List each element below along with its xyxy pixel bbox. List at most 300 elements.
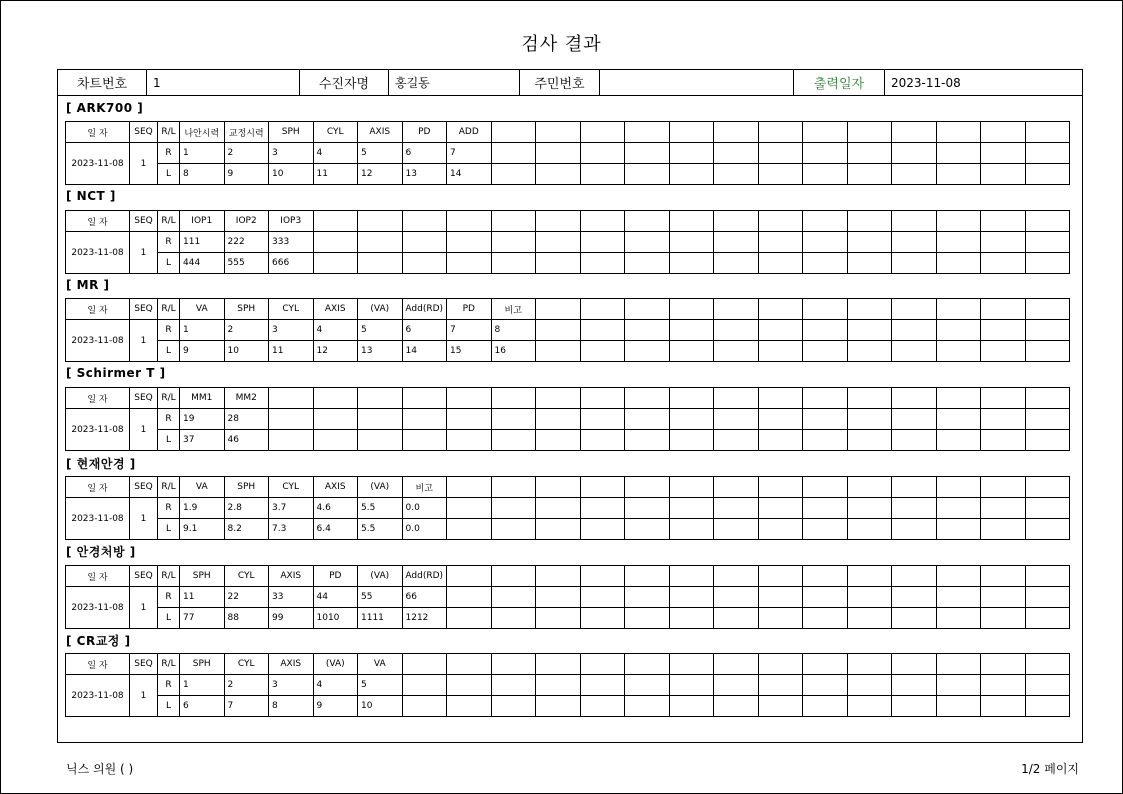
table-cell — [714, 519, 759, 540]
table-cell — [1025, 498, 1070, 519]
table-cell — [803, 164, 848, 185]
table-cell — [1025, 164, 1070, 185]
table-cell — [981, 409, 1026, 430]
column-header — [981, 388, 1026, 409]
table-cell — [625, 253, 670, 274]
table-cell — [803, 498, 848, 519]
table-cell — [847, 498, 892, 519]
table-cell — [536, 253, 581, 274]
table-cell: 88 — [224, 608, 269, 629]
table-cell — [625, 608, 670, 629]
column-header — [892, 122, 937, 143]
column-header — [358, 388, 403, 409]
table-cell — [536, 164, 581, 185]
table-cell — [758, 498, 803, 519]
column-header — [1025, 388, 1070, 409]
section-title: [ 안경처방 ] — [66, 545, 136, 559]
table-cell: 2 — [224, 320, 269, 341]
column-header — [580, 122, 625, 143]
section-title: [ CR교정 ] — [66, 634, 131, 648]
exam-date: 2023-11-08 — [66, 143, 130, 185]
column-header — [981, 122, 1026, 143]
column-header — [669, 211, 714, 232]
column-header — [491, 566, 536, 587]
column-header — [580, 388, 625, 409]
column-header: SPH — [224, 477, 269, 498]
table-cell — [313, 409, 358, 430]
table-cell — [447, 696, 492, 717]
table-cell — [758, 143, 803, 164]
exam-seq: 1 — [130, 320, 158, 362]
table-cell — [936, 498, 981, 519]
column-header — [447, 654, 492, 675]
column-header — [625, 211, 670, 232]
table-cell: 8 — [180, 164, 225, 185]
column-header — [536, 299, 581, 320]
column-header — [1025, 477, 1070, 498]
column-header — [580, 299, 625, 320]
clinic-name: 닉스 의원 ( ) — [66, 762, 134, 776]
column-header — [625, 122, 670, 143]
table-cell — [580, 320, 625, 341]
column-header — [714, 566, 759, 587]
side-label-l: L — [158, 341, 180, 362]
table-cell — [491, 430, 536, 451]
column-header — [803, 654, 848, 675]
table-cell — [847, 409, 892, 430]
column-header — [491, 122, 536, 143]
table-cell: 444 — [180, 253, 225, 274]
table-cell — [625, 409, 670, 430]
table-cell — [803, 143, 848, 164]
table-cell: 11 — [269, 341, 314, 362]
column-header — [625, 388, 670, 409]
table-row-left — [66, 608, 1070, 629]
table-cell — [625, 696, 670, 717]
column-header: SEQ — [130, 566, 158, 587]
table-cell — [847, 232, 892, 253]
column-header — [936, 477, 981, 498]
table-cell: 3.7 — [269, 498, 314, 519]
table-cell: 9 — [313, 696, 358, 717]
table-cell — [491, 164, 536, 185]
column-header — [981, 211, 1026, 232]
table-cell — [803, 253, 848, 274]
table-cell: 28 — [224, 409, 269, 430]
table-cell: 1 — [180, 143, 225, 164]
column-header — [625, 566, 670, 587]
patient-name-value: 홍길동 — [389, 70, 520, 96]
column-header — [669, 122, 714, 143]
table-cell — [491, 608, 536, 629]
side-label-r: R — [158, 587, 180, 608]
table-cell — [714, 320, 759, 341]
table-cell: 8 — [491, 320, 536, 341]
table-cell — [580, 696, 625, 717]
table-cell — [714, 232, 759, 253]
column-header — [892, 299, 937, 320]
print-date-value: 2023-11-08 — [885, 70, 1083, 96]
table-cell: 7 — [224, 696, 269, 717]
column-header: R/L — [158, 299, 180, 320]
table-cell — [847, 430, 892, 451]
column-header: 비고 — [402, 477, 447, 498]
table-cell — [269, 430, 314, 451]
table-cell — [491, 143, 536, 164]
column-header: CYL — [269, 299, 314, 320]
column-header — [580, 566, 625, 587]
table-cell — [981, 608, 1026, 629]
table-cell — [447, 608, 492, 629]
table-cell: 8.2 — [224, 519, 269, 540]
table-cell — [313, 232, 358, 253]
table-row-right — [66, 143, 1070, 164]
column-header: IOP3 — [269, 211, 314, 232]
table-cell — [803, 675, 848, 696]
page-title: 검사 결과 — [521, 34, 602, 55]
table-cell: 5 — [358, 320, 403, 341]
table-cell: 9 — [224, 164, 269, 185]
column-header: VA — [180, 299, 225, 320]
table-cell — [758, 320, 803, 341]
column-header: MM1 — [180, 388, 225, 409]
table-cell — [447, 253, 492, 274]
print-date-label: 출력일자 — [794, 70, 885, 96]
table-cell — [981, 253, 1026, 274]
table-cell — [981, 232, 1026, 253]
column-header — [447, 388, 492, 409]
column-header: AXIS — [313, 299, 358, 320]
table-cell: 37 — [180, 430, 225, 451]
table-cell — [625, 498, 670, 519]
column-header: ADD — [447, 122, 492, 143]
table-cell — [803, 409, 848, 430]
column-header: R/L — [158, 122, 180, 143]
table-cell: 2.8 — [224, 498, 269, 519]
exam-seq: 1 — [130, 143, 158, 185]
table-cell — [758, 232, 803, 253]
section-title: [ NCT ] — [66, 189, 116, 203]
table-cell — [625, 587, 670, 608]
column-header: 일 자 — [66, 388, 130, 409]
column-header — [803, 299, 848, 320]
column-header: 교정시력 — [224, 122, 269, 143]
column-header — [803, 566, 848, 587]
table-cell: 6.4 — [313, 519, 358, 540]
table-cell: 3 — [269, 143, 314, 164]
table-cell — [491, 696, 536, 717]
table-cell — [892, 587, 937, 608]
column-header — [491, 388, 536, 409]
table-cell — [892, 232, 937, 253]
exam-table-안경처방 — [65, 565, 1070, 629]
table-cell — [669, 498, 714, 519]
exam-table-현재안경 — [65, 476, 1070, 540]
column-header — [669, 388, 714, 409]
table-cell: 0.0 — [402, 519, 447, 540]
table-cell — [892, 675, 937, 696]
column-header — [981, 299, 1026, 320]
exam-table-mr — [65, 298, 1070, 362]
column-header — [669, 566, 714, 587]
table-row-right — [66, 320, 1070, 341]
column-header — [803, 388, 848, 409]
exam-seq: 1 — [130, 409, 158, 451]
column-header: IOP1 — [180, 211, 225, 232]
table-cell — [669, 587, 714, 608]
table-cell — [669, 409, 714, 430]
exam-date: 2023-11-08 — [66, 587, 130, 629]
table-cell — [669, 696, 714, 717]
table-cell — [936, 608, 981, 629]
table-cell — [758, 519, 803, 540]
table-cell — [447, 430, 492, 451]
table-cell: 4 — [313, 143, 358, 164]
table-cell: 9 — [180, 341, 225, 362]
table-cell: 44 — [313, 587, 358, 608]
column-header — [758, 566, 803, 587]
column-header — [981, 654, 1026, 675]
table-cell: 7 — [447, 320, 492, 341]
table-cell — [847, 253, 892, 274]
table-cell — [714, 341, 759, 362]
column-header: SPH — [180, 654, 225, 675]
column-header: SEQ — [130, 477, 158, 498]
table-cell — [714, 253, 759, 274]
table-cell — [1025, 587, 1070, 608]
table-cell: 1 — [180, 675, 225, 696]
table-cell — [758, 587, 803, 608]
column-header — [402, 654, 447, 675]
table-header-row — [66, 388, 1070, 409]
table-cell — [892, 341, 937, 362]
table-row-left — [66, 164, 1070, 185]
column-header: SPH — [269, 122, 314, 143]
table-cell — [936, 232, 981, 253]
exam-date: 2023-11-08 — [66, 498, 130, 540]
table-cell — [358, 409, 403, 430]
column-header — [491, 654, 536, 675]
table-cell — [580, 232, 625, 253]
column-header — [936, 566, 981, 587]
column-header — [847, 388, 892, 409]
table-cell — [358, 430, 403, 451]
table-row-right — [66, 675, 1070, 696]
column-header — [714, 211, 759, 232]
table-cell — [758, 608, 803, 629]
table-cell — [1025, 519, 1070, 540]
table-cell — [669, 164, 714, 185]
table-cell — [536, 320, 581, 341]
table-cell — [580, 498, 625, 519]
table-cell — [402, 675, 447, 696]
table-cell — [981, 143, 1026, 164]
column-header: R/L — [158, 654, 180, 675]
side-label-r: R — [158, 320, 180, 341]
column-header: CYL — [224, 654, 269, 675]
table-cell: 5.5 — [358, 498, 403, 519]
exam-date: 2023-11-08 — [66, 320, 130, 362]
table-row-right — [66, 409, 1070, 430]
table-cell — [981, 320, 1026, 341]
table-cell — [536, 232, 581, 253]
table-cell — [803, 696, 848, 717]
column-header — [313, 211, 358, 232]
table-cell: 22 — [224, 587, 269, 608]
table-cell — [625, 143, 670, 164]
table-cell — [580, 519, 625, 540]
table-cell — [669, 430, 714, 451]
column-header — [536, 211, 581, 232]
table-cell — [936, 320, 981, 341]
table-cell — [847, 164, 892, 185]
table-cell: 14 — [447, 164, 492, 185]
table-cell — [758, 409, 803, 430]
table-cell: 7 — [447, 143, 492, 164]
table-cell — [1025, 608, 1070, 629]
table-cell — [580, 341, 625, 362]
table-cell — [981, 498, 1026, 519]
column-header — [1025, 122, 1070, 143]
table-cell: 7.3 — [269, 519, 314, 540]
exam-date: 2023-11-08 — [66, 232, 130, 274]
table-cell — [402, 232, 447, 253]
table-cell — [402, 409, 447, 430]
column-header — [981, 566, 1026, 587]
table-cell — [625, 675, 670, 696]
table-row-right — [66, 587, 1070, 608]
section-title: [ MR ] — [66, 278, 110, 292]
table-cell: 15 — [447, 341, 492, 362]
table-cell — [847, 320, 892, 341]
table-cell — [313, 253, 358, 274]
column-header — [1025, 566, 1070, 587]
table-cell: 14 — [402, 341, 447, 362]
column-header: SEQ — [130, 299, 158, 320]
table-row-left — [66, 341, 1070, 362]
column-header: 일 자 — [66, 122, 130, 143]
column-header — [1025, 299, 1070, 320]
column-header — [847, 299, 892, 320]
table-cell — [402, 253, 447, 274]
table-cell — [491, 675, 536, 696]
column-header — [625, 299, 670, 320]
table-header-row — [66, 299, 1070, 320]
table-cell — [447, 519, 492, 540]
table-cell — [714, 430, 759, 451]
column-header — [892, 211, 937, 232]
table-cell — [447, 232, 492, 253]
table-cell — [669, 143, 714, 164]
column-header — [847, 566, 892, 587]
table-cell — [981, 519, 1026, 540]
table-cell — [491, 409, 536, 430]
table-cell — [803, 232, 848, 253]
table-cell — [491, 253, 536, 274]
table-cell — [758, 430, 803, 451]
column-header: PD — [447, 299, 492, 320]
table-cell: 6 — [402, 320, 447, 341]
column-header — [892, 654, 937, 675]
table-cell — [536, 608, 581, 629]
column-header — [714, 299, 759, 320]
table-cell — [714, 587, 759, 608]
column-header — [536, 477, 581, 498]
chart-no-value: 1 — [147, 70, 300, 96]
table-cell: 77 — [180, 608, 225, 629]
table-cell — [981, 587, 1026, 608]
table-cell — [981, 430, 1026, 451]
table-cell — [447, 675, 492, 696]
table-cell — [714, 498, 759, 519]
table-cell — [536, 430, 581, 451]
column-header — [1025, 211, 1070, 232]
column-header — [669, 477, 714, 498]
table-row-right — [66, 498, 1070, 519]
column-header: 비고 — [491, 299, 536, 320]
table-row-left — [66, 696, 1070, 717]
column-header: SEQ — [130, 122, 158, 143]
table-cell — [714, 608, 759, 629]
column-header — [758, 211, 803, 232]
side-label-l: L — [158, 253, 180, 274]
table-cell — [892, 608, 937, 629]
column-header: (VA) — [358, 566, 403, 587]
exam-date: 2023-11-08 — [66, 409, 130, 451]
table-cell — [402, 696, 447, 717]
table-cell: 555 — [224, 253, 269, 274]
column-header — [358, 211, 403, 232]
column-header — [847, 477, 892, 498]
column-header: AXIS — [269, 654, 314, 675]
column-header: VA — [180, 477, 225, 498]
table-cell: 66 — [402, 587, 447, 608]
table-cell: 4 — [313, 320, 358, 341]
table-cell: 46 — [224, 430, 269, 451]
column-header — [447, 566, 492, 587]
table-cell: 5 — [358, 143, 403, 164]
table-cell: 1212 — [402, 608, 447, 629]
table-header-row — [66, 654, 1070, 675]
table-cell: 10 — [269, 164, 314, 185]
table-cell — [625, 320, 670, 341]
table-cell — [714, 164, 759, 185]
column-header: MM2 — [224, 388, 269, 409]
table-cell: 33 — [269, 587, 314, 608]
table-cell — [892, 519, 937, 540]
column-header — [536, 122, 581, 143]
column-header: Add(RD) — [402, 566, 447, 587]
column-header — [269, 388, 314, 409]
resident-no-label: 주민번호 — [520, 70, 600, 96]
table-cell: 13 — [358, 341, 403, 362]
column-header: VA — [358, 654, 403, 675]
table-cell — [936, 696, 981, 717]
column-header: PD — [313, 566, 358, 587]
table-cell — [714, 143, 759, 164]
column-header: SEQ — [130, 654, 158, 675]
exam-table-cr교정 — [65, 653, 1070, 717]
table-cell — [803, 430, 848, 451]
table-cell — [491, 232, 536, 253]
table-cell — [1025, 409, 1070, 430]
table-cell — [758, 164, 803, 185]
side-label-l: L — [158, 696, 180, 717]
table-cell — [892, 498, 937, 519]
table-cell — [758, 341, 803, 362]
table-cell — [892, 143, 937, 164]
side-label-l: L — [158, 164, 180, 185]
